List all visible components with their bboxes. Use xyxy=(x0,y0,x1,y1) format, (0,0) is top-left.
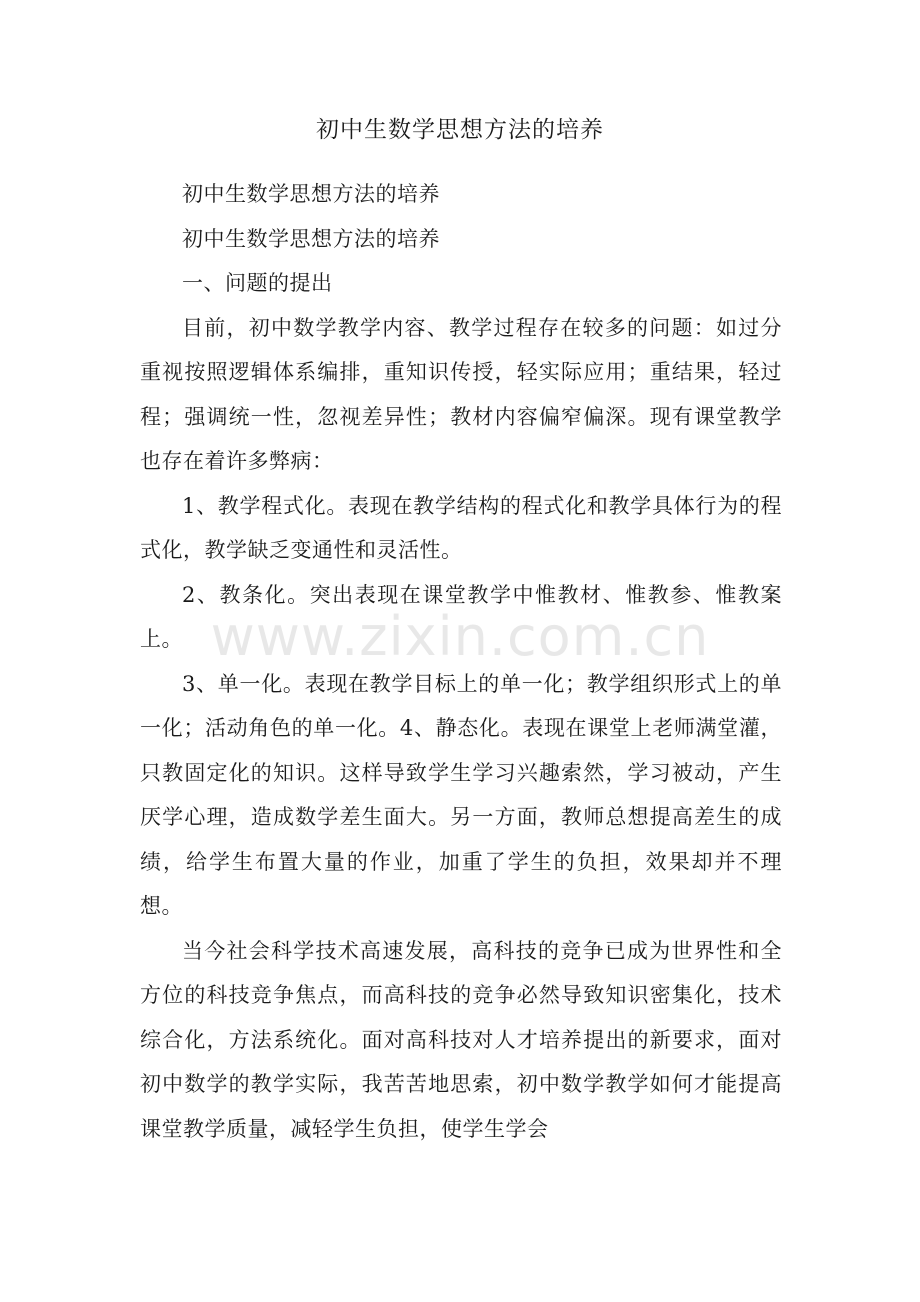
list-item-3: 3、单一化。表现在教学目标上的单一化；教学组织形式上的单一化；活动角色的单一化。4、静态化。表现在课堂上老师满堂灌，只教固定化的知识。这样导致学生学习兴趣索然，学习被动，产生厌学心理，造成数学差生面大。另一方面，教师总想提高差生的成绩，给学生布置大量的作业，加重了学生的负担，效果却并不理想。 xyxy=(140,671,782,918)
list-item-2: 2、教条化。突出表现在课堂教学中惟教材、惟教参、惟教案上。 xyxy=(140,582,782,651)
paragraph-subtitle-2: 初中生数学思想方法的培养 xyxy=(182,226,440,251)
document-title: 初中生数学思想方法的培养 xyxy=(316,117,604,143)
paragraph-society: 当今社会科学技术高速发展，高科技的竞争已成为世界性和全方位的科技竞争焦点，而高科技的竞争必然导致知识密集化，技术综合化，方法系统化。面对高科技对人才培养提出的新要求，面对初中数学的教学实际，我苦苦地思索，初中数学教学如何才能提高课堂教学质量，减轻学生负担，使学生学会 xyxy=(140,938,782,1141)
list-item-1: 1、教学程式化。表现在教学结构的程式化和教学具体行为的程式化，教学缺乏变通性和灵活性。 xyxy=(140,493,782,562)
watermark: www.zixin.com.cn xyxy=(210,605,710,668)
paragraph-subtitle-1: 初中生数学思想方法的培养 xyxy=(182,182,440,206)
paragraph-problems: 目前，初中数学教学内容、教学过程存在较多的问题：如过分重视按照逻辑体系编排，重知识传授，轻实际应用；重结果，轻过程；强调统一性，忽视差异性；教材内容偏窄偏深。现有课堂教学也存在着许多弊病： xyxy=(140,315,782,473)
section-heading: 一、问题的提出 xyxy=(182,271,333,295)
document-body xyxy=(140,172,782,1151)
